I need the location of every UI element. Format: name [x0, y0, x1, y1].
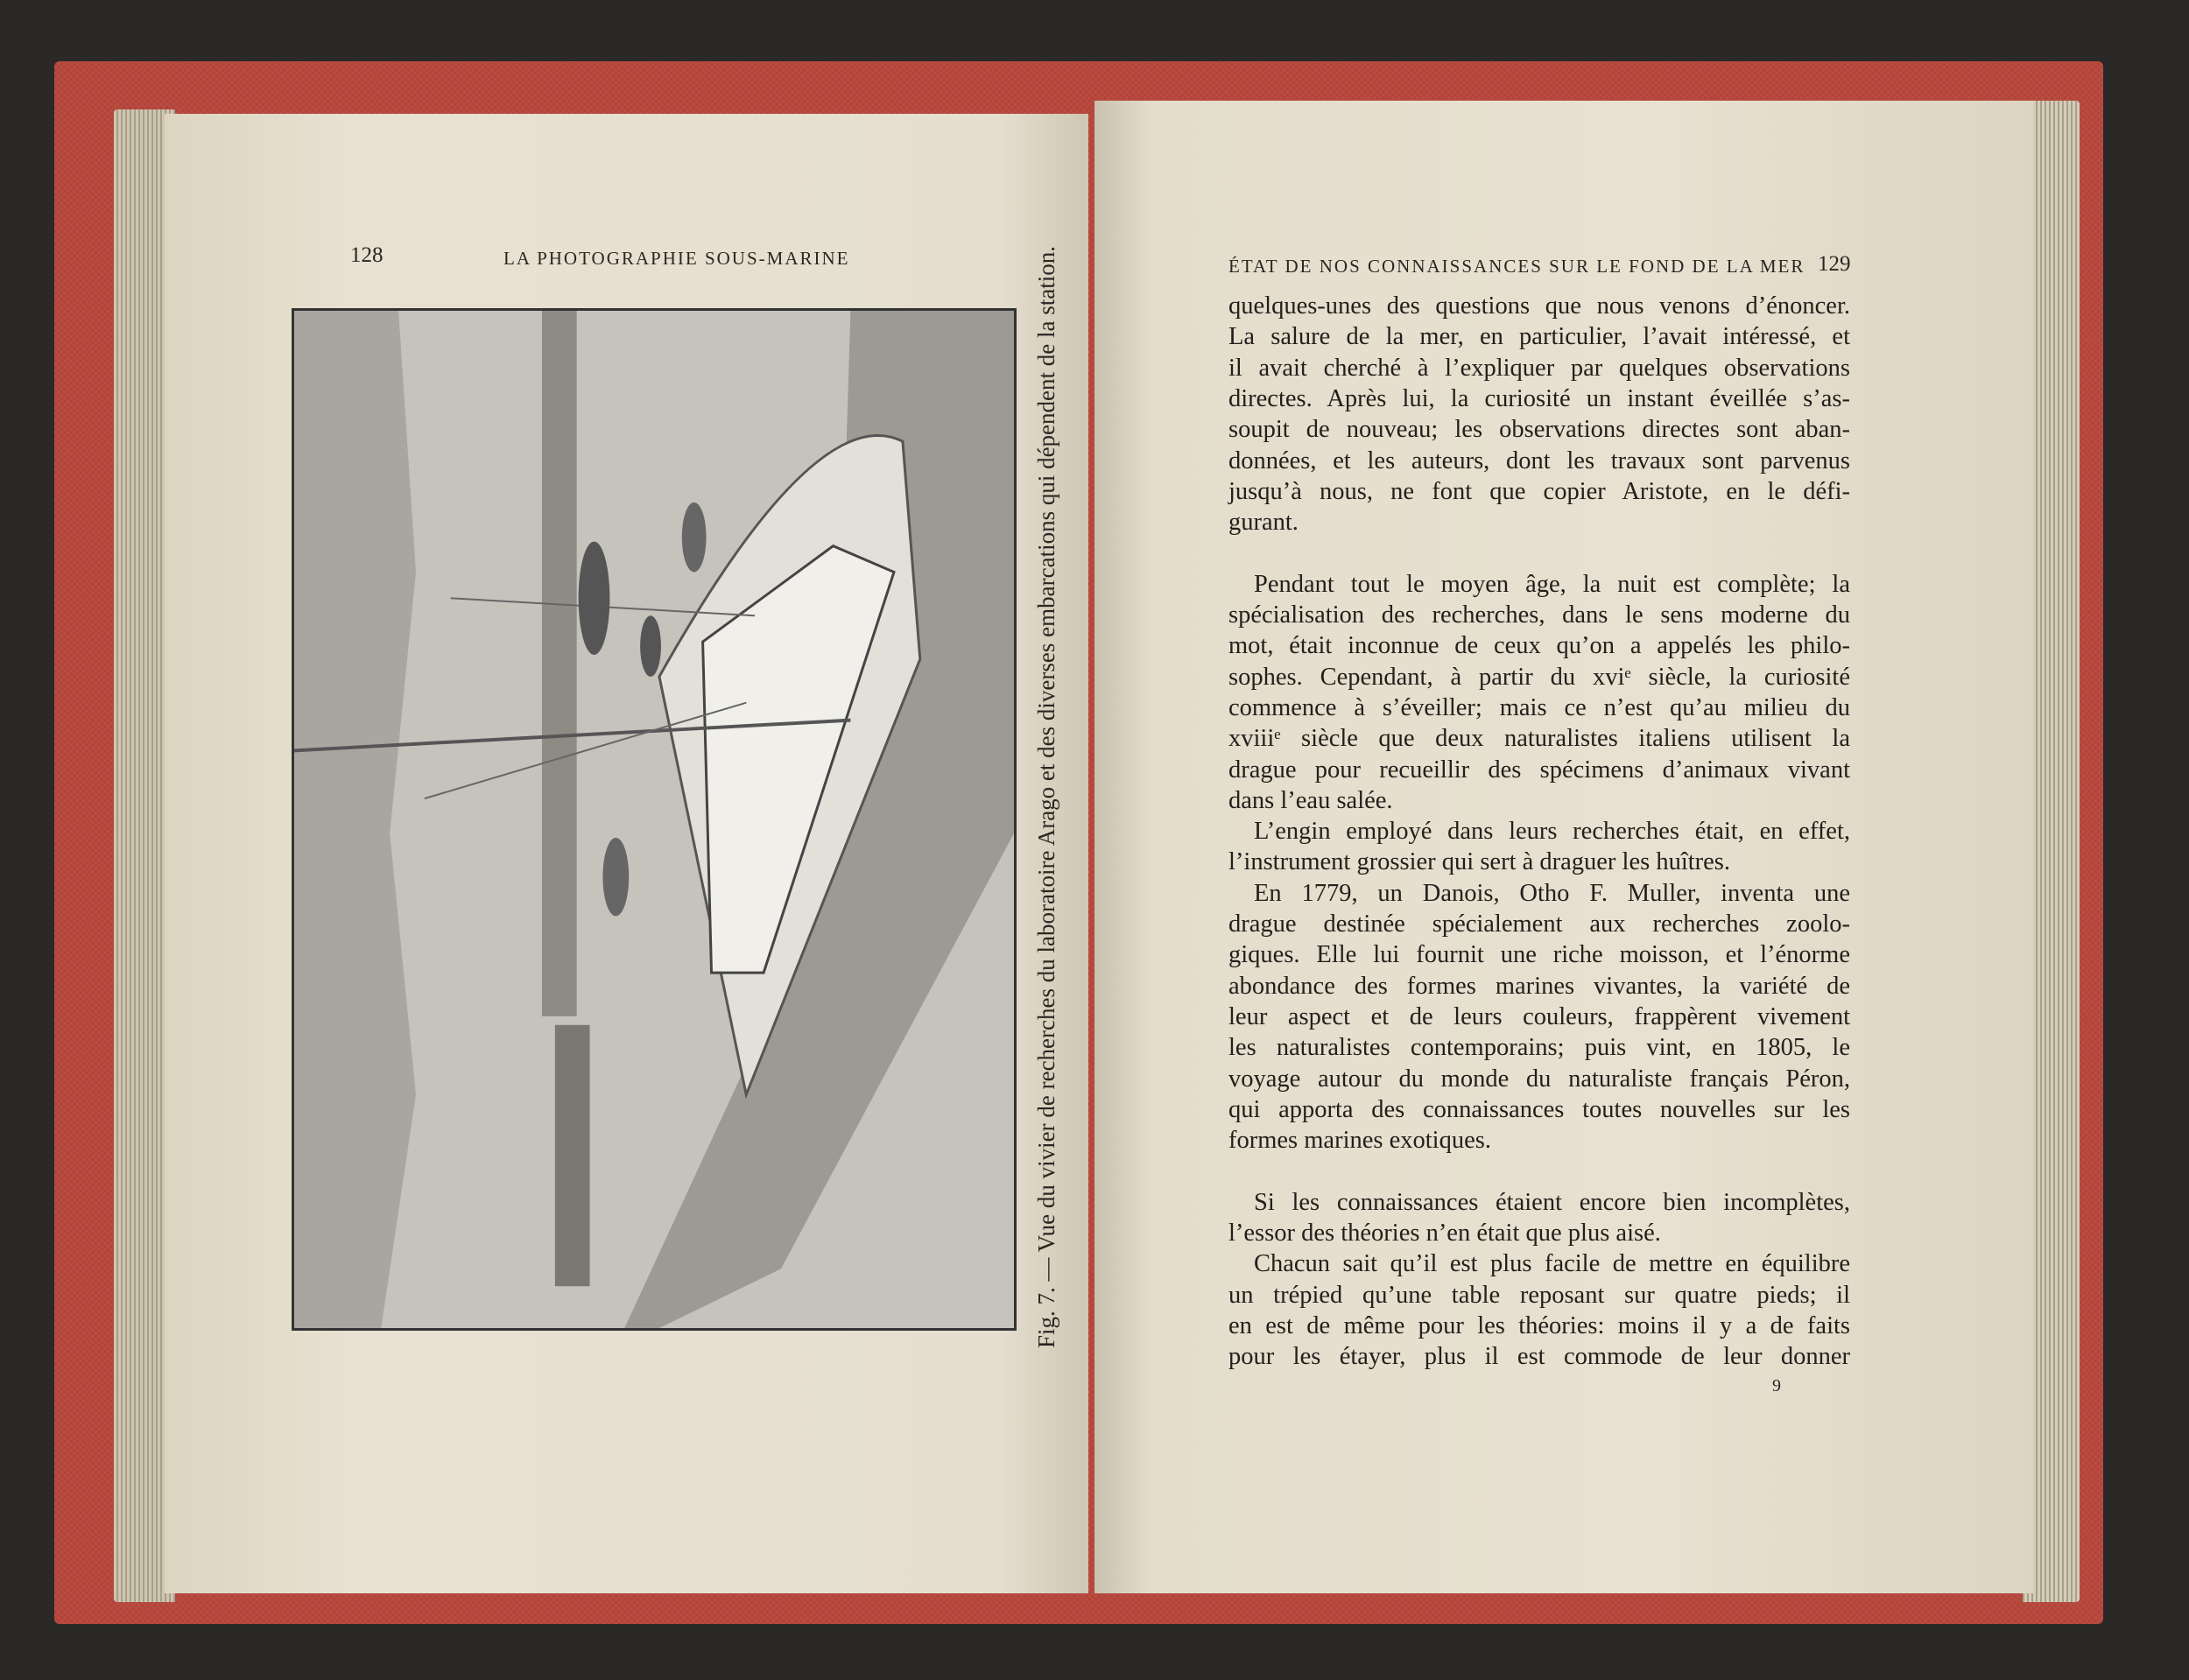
text-line: drague pour recueillir des spécimens d’animaux vivant [1228, 756, 1850, 784]
text-line: La salure de la mer, en particulier, l’avait intéressé, et [1228, 323, 1850, 351]
text-line: giques. Elle lui fournit une riche moisson, et l’énorme [1228, 941, 1850, 969]
text-line: pour les étayer, plus il est commode de leur donner [1228, 1343, 1850, 1371]
text-line: quelques-unes des questions que nous venons d’énoncer. [1228, 292, 1850, 320]
text-line: soupit de nouveau; les observations directes sont aban- [1228, 416, 1850, 444]
text-line: dans l’eau salée. [1228, 786, 1393, 814]
text-line: voyage autour du monde du naturaliste français Péron, [1228, 1065, 1850, 1093]
text-line: formes marines exotiques. [1228, 1127, 1491, 1155]
left-running-head: LA PHOTOGRAPHIE SOUS-MARINE [503, 248, 850, 269]
signature-mark: 9 [1772, 1376, 1781, 1395]
text-line: il avait cherché à l’expliquer par quelques observations [1228, 354, 1850, 382]
text-line: commence à s’éveiller; mais ce n’est qu’au milieu du [1228, 693, 1850, 721]
text-line: directes. Après lui, la curiosité un instant éveillée s’as- [1228, 384, 1850, 412]
text-line: données, et les auteurs, dont les travaux sont parvenus [1228, 446, 1850, 474]
right-page-number: 129 [1818, 252, 1851, 276]
text-line: leur aspect et de leurs couleurs, frappèrent vivement [1228, 1002, 1850, 1030]
text-line: Si les connaissances étaient encore bien incomplètes, [1254, 1188, 1850, 1216]
text-line: mot, était inconnue de ceux qu’on a appelés les philo- [1228, 632, 1850, 660]
text-line: abondance des formes marines vivantes, la variété de [1228, 972, 1850, 1000]
text-line: en est de même pour les théories: moins il y a de faits [1228, 1311, 1850, 1339]
text-line: En 1779, un Danois, Otho F. Muller, inventa une [1254, 879, 1850, 907]
text-line: L’engin employé dans leurs recherches était, en effet, [1254, 818, 1850, 846]
text-line: l’essor des théories n’en était que plus aisé. [1228, 1220, 1661, 1247]
figure-photo-harbor [292, 308, 1017, 1331]
text-line: gurant. [1228, 509, 1299, 537]
text-line: qui apporta des connaissances toutes nouvelles sur les [1228, 1095, 1850, 1123]
text-line: l’instrument grossier qui sert à draguer les huîtres. [1228, 848, 1731, 876]
left-page-number: 128 [350, 243, 384, 267]
text-line: Pendant tout le moyen âge, la nuit est complète; la [1254, 570, 1850, 598]
right-running-head: ÉTAT DE NOS CONNAISSANCES SUR LE FOND DE LA MER [1228, 256, 1805, 277]
text-line: un trépied qu’une table reposant sur quatre pieds; il [1228, 1281, 1850, 1309]
text-line: jusqu’à nous, ne font que copier Aristote, en le défi- [1228, 477, 1850, 505]
figure-caption: Fig. 7. — Vue du vivier de recherches du laboratoire Arago et des diverses embarcations qui dépendent de la station. [1033, 246, 1059, 1348]
text-line: xviiiᵉ siècle que deux naturalistes italiens utilisent la [1228, 725, 1850, 753]
text-line: drague destinée spécialement aux recherches zoolo- [1228, 910, 1850, 938]
text-line: spécialisation des recherches, dans le sens moderne du [1228, 601, 1850, 629]
text-line: les naturalistes contemporains; puis vint, en 1805, le [1228, 1034, 1850, 1062]
text-line: Chacun sait qu’il est plus facile de mettre en équilibre [1254, 1250, 1850, 1278]
text-line: sophes. Cependant, à partir du xviᵉ siècle, la curiosité [1228, 663, 1850, 691]
